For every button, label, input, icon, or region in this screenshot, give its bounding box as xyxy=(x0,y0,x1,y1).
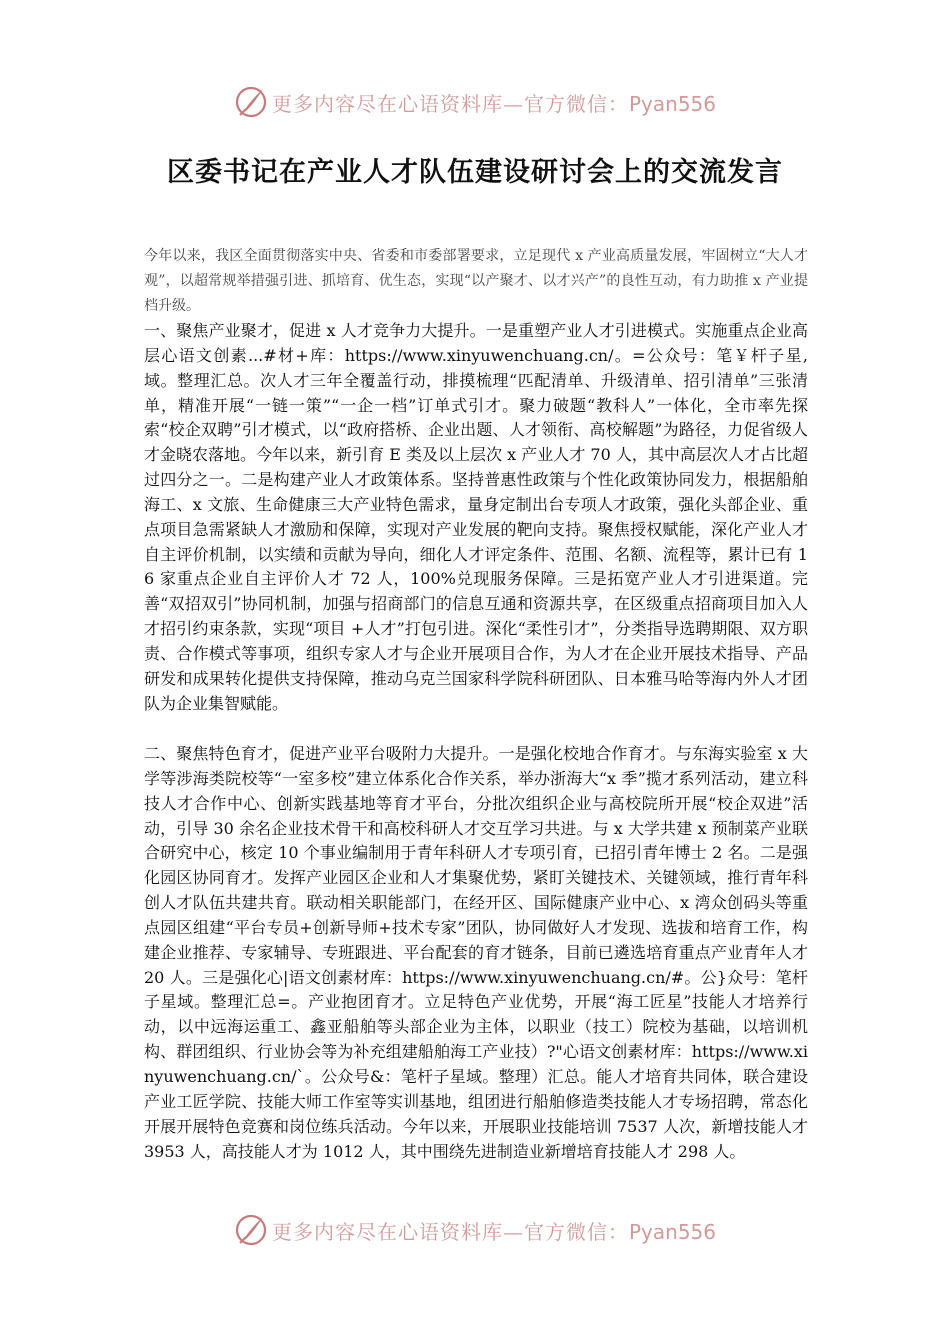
watermark-banner-bottom xyxy=(0,1210,950,1250)
watermark-text: 更多内容尽在心语资料库—官方微信：Pyan556 xyxy=(271,1219,716,1244)
watermark-text: 更多内容尽在心语资料库—官方微信：Pyan556 xyxy=(271,91,716,116)
section-paragraph-1: 一、聚焦产业聚才，促进 x 人才竞争力大提升。一是重塑产业人才引进模式。实施重点企业高层心语文创素...#材+库：https://www.xinyuwenchuang.cn/。=公众号：笔￥杆子星,域。整理汇总。次人才三年全覆盖行动，排摸梳理“匹配清单、升级清单、招引清单”三张清单，精准开展“一链一策”“一企一档”订单式引才。聚力破题“教科人”一体化，全市率先探索“校企双聘”引才模式，以“政府搭桥、企业出题、人才领衔、高校解题”为路径，力促省级人才金晓农落地。今年以来，新引育 E 类及以上层次 x 产业人才 70 人，其中高层次人才占比超过四分之一。二是构建产业人才政策体系。坚持普惠性政策与个性化政策协同发力，根据船舶海工、x 文旅、生命健康三大产业特色需求，量身定制出台专项人才政策，强化头部企业、重点项目急需紧缺人才激励和保障，实现对产业发展的靶向支持。聚焦授权赋能，深化产业人才自主评价机制，以实绩和贡献为导向，细化人才评定条件、范围、名额、流程等，累计已有 16 家重点企业自主评价人才 72 人，100%兑现服务保障。三是拓宽产业人才引进渠道。完善“双招双引”协同机制，加强与招商部门的信息互通和资源共享，在区级重点招商项目加入人才招引约束条款，实现“项目 +人才”打包引进。深化“柔性引才”，分类指导选聘期限、双方职责、合作模式等事项，组织专家人才与企业开展项目合作，为人才在企业开展技术指导、产品研发和成果转化提供支持保障，推动乌克兰国家科学院科研团队、日本雅马哈等海内外人才团队为企业集智赋能。 xyxy=(144,321,808,713)
watermark-handle: Pyan556 xyxy=(628,1219,716,1244)
document-title: 区委书记在产业人才队伍建设研讨会上的交流发言 xyxy=(167,157,783,188)
section-paragraph-2: 二、聚焦特色育才，促进产业平台吸附力大提升。一是强化校地合作育才。与东海实验室 x 大学等涉海类院校等“一室多校”建立体系化合作关系，举办浙海大“x 季”揽才系列活动，建立科技人才合作中心、创新实践基地等育才平台，分批次组织企业与高校院所开展“校企双进”活动，引导 30 余名企业技术骨干和高校科研人才交互学习共进。与 x 大学共建 x 预制菜产业联合研究中心，核定 10 个事业编制用于青年科研人才专项引育，已招引青年博士 2 名。二是强化园区协同育才。发挥产业园区企业和人才集聚优势，紧盯关键技术、关键领域，推行青年科创人才队伍共建共育。联动相关职能部门，在经开区、国际健康产业中心、x 湾众创码头等重点园区组建“平台专员+创新导师+技术专家”团队，协同做好人才发现、选拔和培育工作，构建企业推荐、专家辅导、专班跟进、平台配套的育才链条，目前已遴选培育重点产业青年人才 20 人。三是强化心|语文创素材库：https://www.xinyuwenchuang.cn/#。公}众号：笔杆子星域。整理汇总=。产业抱团育才。立足特色产业优势，开展“海工匠星”技能人才培养行动，以中远海运重工、鑫亚船舶等头部企业为主体，以职业（技工）院校为基础，以培训机构、群团组织、行业协会等为补充组建船舶海工产业技）?"心语文创素材库：https://www.xinyuwenchuang.cn/`。公众号&：笔杆子星域。整理）汇总。能人才培育共同体，联合建设产业工匠学院、技能大师工作室等实训基地，组团进行船舶修造类技能人才专场招聘，常态化开展开展特色竞赛和岗位练兵活动。今年以来，开展职业技能培训 7537 人次，新增技能人才 3953 人，高技能人才为 1012 人，其中围绕先进制造业新增培育技能人才 298 人。 xyxy=(144,744,808,1161)
intro-paragraph: 今年以来，我区全面贯彻落实中央、省委和市委部署要求，立足现代 x 产业高质量发展，牢固树立“大人才观”，以超常规举措强引进、抓培育、优生态，实现“以产聚才、以才兴产”的良性互动，有力助推 x 产业提档升级。 xyxy=(144,248,808,314)
quill-logo-icon xyxy=(234,1213,268,1247)
quill-logo-icon xyxy=(234,85,268,119)
watermark-banner-top xyxy=(0,82,950,122)
watermark-handle: Pyan556 xyxy=(628,91,716,116)
